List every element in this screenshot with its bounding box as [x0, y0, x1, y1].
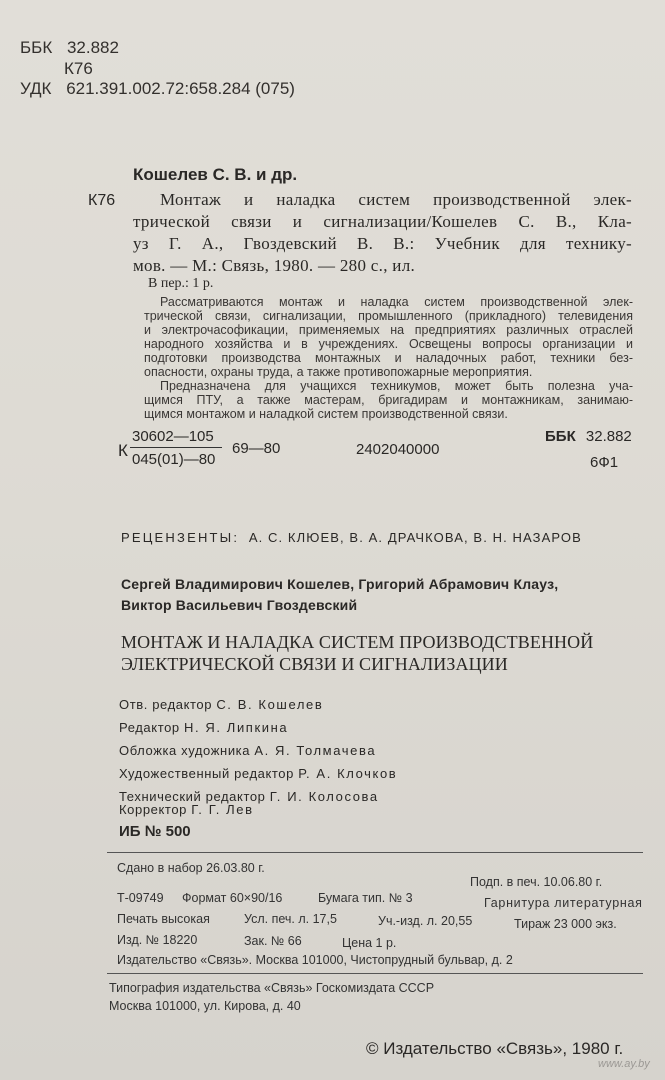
annotation-line-1: Рассматриваются монтаж и наладка систем производственной элек-: [160, 295, 633, 309]
staff-row: Редактор Н. Я. Липкина: [119, 720, 289, 735]
udk-line: [20, 79, 295, 99]
book-title-line-1: МОНТАЖ И НАЛАДКА СИСТЕМ ПРОИЗВОДСТВЕННОЙ: [121, 632, 594, 652]
index-k-letter: К: [118, 441, 128, 460]
copyright: © Издательство «Связь», 1980 г.: [366, 1039, 624, 1058]
index-code2: 6Ф1: [590, 454, 619, 471]
imprint-signed: Подп. в печ. 10.06.80 г.: [470, 875, 603, 889]
imprint-pub-no: Изд. № 18220: [117, 933, 198, 947]
imprint-sheets: Усл. печ. л. 17,5: [244, 912, 337, 926]
imprint-run: Тираж 23 000 экз.: [514, 917, 617, 931]
authors-line-1: Сергей Владимирович Кошелев, Григорий Абрамович Клауз,: [121, 576, 559, 592]
staff-row: Технический редактор Г. И. Колосова: [119, 789, 379, 804]
ib-number: ИБ № 500: [119, 823, 191, 840]
annotation-line-8: щимся ПТУ, а также мастерам, бригадирам и монтажникам, занимаю-: [144, 393, 633, 407]
imprint-publisher: Издательство «Связь». Москва 101000, Чистопрудный бульвар, д. 2: [117, 953, 513, 967]
annotation-line-9: щимся монтажом и наладкой систем производственной связи.: [144, 407, 508, 421]
printer-line-1: Типография издательства «Связь» Госкомиздата СССР: [109, 981, 435, 995]
annotation-line-7: Предназначена для учащихся техникумов, может быть полезна уча-: [160, 379, 633, 393]
staff-row: Художественный редактор Р. А. Клочков: [119, 766, 398, 781]
record-mark: К76: [88, 192, 116, 209]
description-line-3: уз Г. А., Гвоздевский В. В.: Учебник для технику-: [133, 234, 632, 253]
annotation-line-5: подготовки производства монтажных и наладочных работ, техники без-: [144, 351, 633, 365]
staff-row: Обложка художника А. Я. Толмачева: [119, 743, 377, 758]
author-heading: Кошелев С. В. и др.: [133, 165, 298, 184]
bbk-label: ББК: [20, 38, 53, 57]
imprint-bottom-rule: [107, 973, 643, 974]
reviewers-names: А. С. КЛЮЕВ, В. А. ДРАЧКОВА, В. Н. НАЗАРОВ: [248, 530, 582, 545]
annotation-line-6: опасности, охраны труда, а также противопожарные мероприятия.: [144, 365, 533, 379]
printer-line-2: Москва 101000, ул. Кирова, д. 40: [109, 999, 301, 1013]
description-line-2: трической связи и сигнализации/Кошелев С. В., Кла-: [133, 212, 632, 231]
udk-code: 621.391.002.72:658.284 (075): [66, 79, 295, 98]
imprint-order-no: Зак. № 66: [244, 934, 302, 948]
imprint-format: Формат 60×90/16: [182, 891, 283, 905]
imprint-sent: Сдано в набор 26.03.80 г.: [117, 861, 265, 875]
index-bbk: ББК 32.882: [545, 428, 632, 445]
imprint-print: Печать высокая: [117, 912, 210, 926]
imprint-order: Т-09749: [117, 891, 164, 905]
bbk-code: 32.882: [66, 38, 119, 57]
index-numerator: 30602—105: [132, 428, 214, 445]
imprint-paper: Бумага тип. № 3: [318, 891, 413, 905]
imprint-price: Цена 1 р.: [342, 936, 397, 950]
reviewers-line: [121, 530, 582, 545]
author-mark-line: К76: [64, 59, 93, 78]
reviewers-label: РЕЦЕНЗЕНТЫ:: [121, 530, 240, 545]
staff-row: Корректор Г. Г. Лев: [119, 802, 254, 817]
fraction-line: [130, 447, 222, 448]
binding-price: В пер.: 1 р.: [148, 276, 214, 291]
index-number: 2402040000: [356, 441, 440, 458]
staff-row: Отв. редактор С. В. Кошелев: [119, 697, 324, 712]
annotation-line-3: и электрочасофикации, применяемых на предприятиях различных отраслей: [144, 323, 633, 337]
authors-line-2: Виктор Васильевич Гвоздевский: [121, 597, 358, 613]
description-line-1: Монтаж и наладка систем производственной элек-: [160, 190, 632, 209]
bbk-line: [20, 38, 119, 58]
annotation-line-2: трической связи, сигнализации, промышленного (прикладного) телевидения: [144, 309, 633, 323]
index-denominator: 045(01)—80: [132, 451, 216, 468]
book-title-line-2: ЭЛЕКТРИЧЕСКОЙ СВЯЗИ И СИГНАЛИЗАЦИИ: [121, 654, 508, 674]
watermark-text: www.ay.by: [598, 1058, 650, 1070]
description-line-4: мов. — М.: Связь, 1980. — 280 с., ил.: [133, 256, 416, 275]
annotation-line-4: народного хозяйства и в учреждениях. Освещены вопросы организации и: [144, 337, 633, 351]
index-suffix: 69—80: [232, 440, 281, 457]
udk-label: УДК: [20, 79, 52, 98]
imprint-pub-sheets: Уч.-изд. л. 20,55: [378, 914, 473, 928]
imprint-top-rule: [107, 852, 643, 853]
imprint-font: Гарнитура литературная: [484, 896, 643, 910]
